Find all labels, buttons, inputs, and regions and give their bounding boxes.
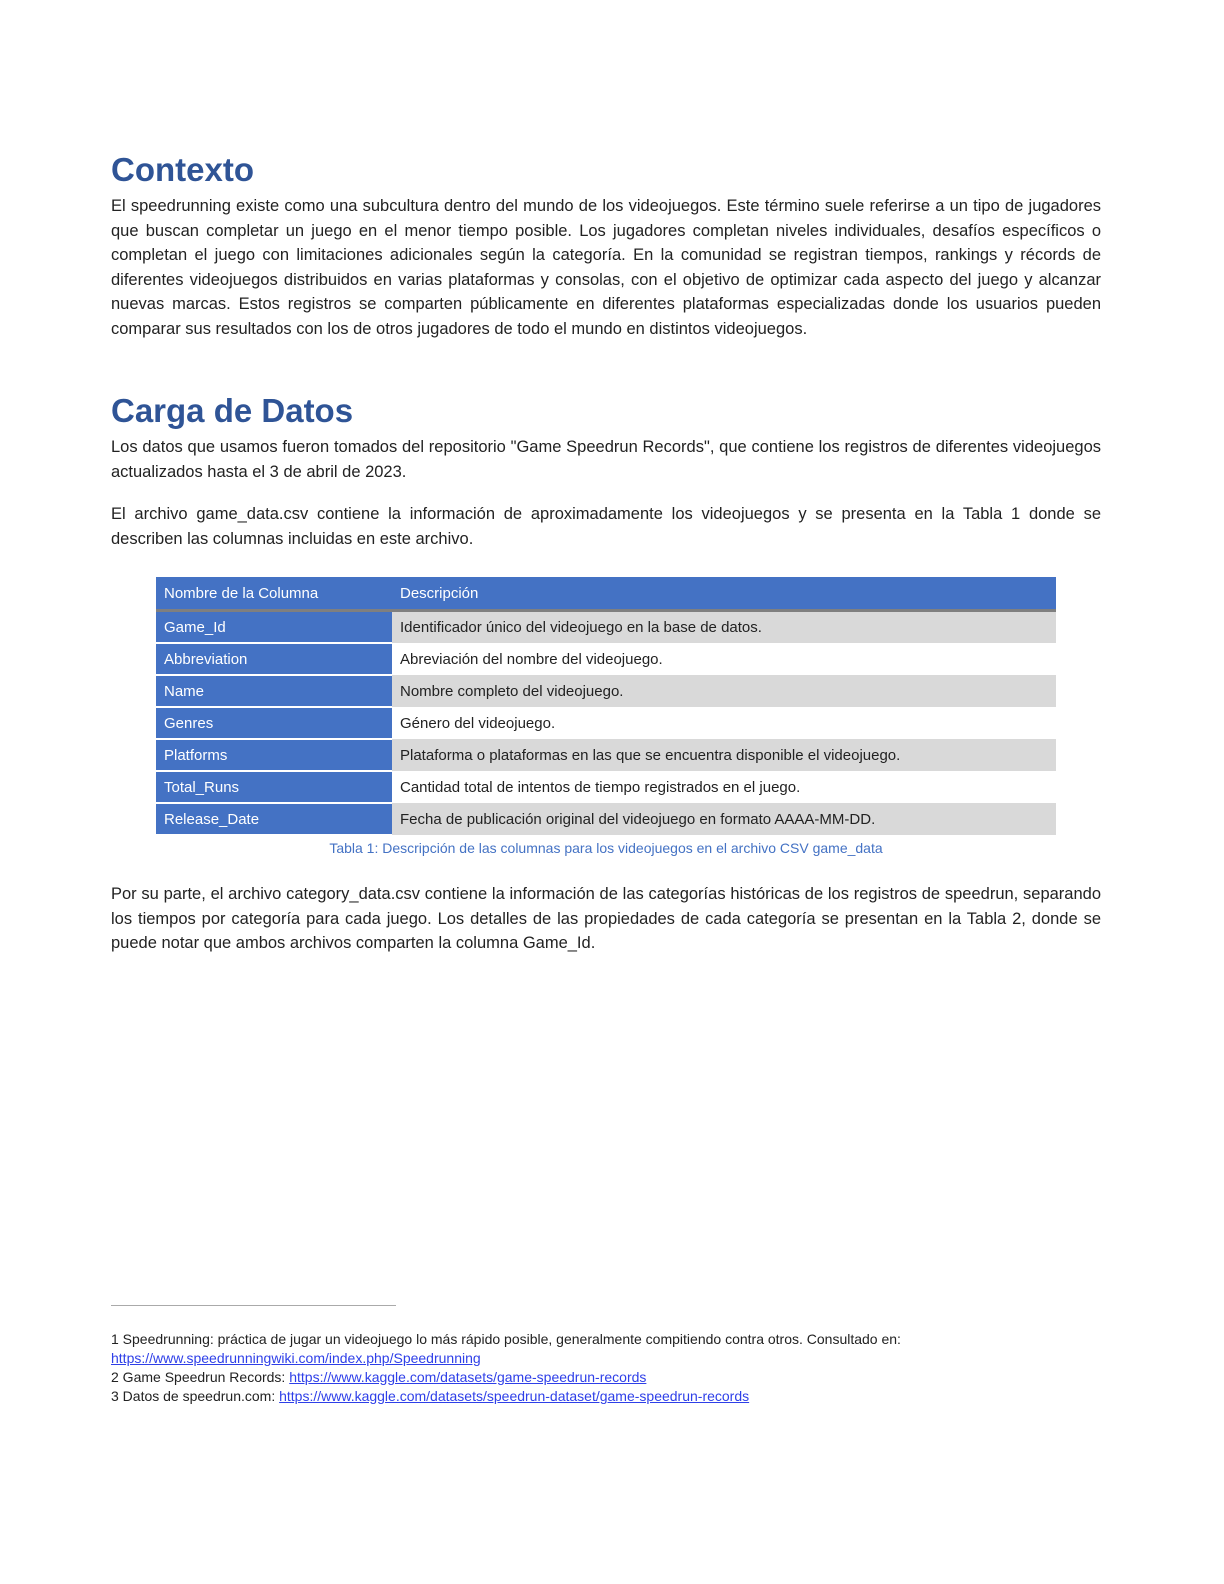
- contexto-paragraph: El speedrunning existe como una subcultura dentro del mundo de los videojuegos. Este término suele referirse a un tipo de jugadores que buscan completar un juego en el menor tiempo posible. Los jugadores completan niveles individuales, desafíos específicos o completan el juego con limitaciones adicionales según la categoría. En la comunidad se registran tiempos, rankings y récords de diferentes videojuegos distribuidos en varias plataformas y consolas, con el objetivo de optimizar cada aspecto del juego y alcanzar nuevas marcas. Estos registros se comparten públicamente en diferentes plataformas especializadas donde los usuarios pueden comparar sus resultados con los de otros jugadores de todo el mundo en distintos videojuegos.: [111, 197, 1101, 338]
- carga-paragraph-2: El archivo game_data.csv contiene la información de aproximadamente los videojuegos y se presenta en la Tabla 1 donde se describen las columnas incluidas en este archivo.: [111, 505, 1101, 548]
- footnote-1: [111, 1330, 1101, 1368]
- column-name: Abbreviation: [156, 643, 392, 675]
- column-name: Name: [156, 675, 392, 707]
- column-name: Game_Id: [156, 611, 392, 644]
- columns-table: [156, 577, 1056, 836]
- after-table-paragraph: Por su parte, el archivo category_data.csv contiene la información de las categorías históricas de los registros de speedrun, separando los tiempos por categoría para cada juego. Los detalles de las propiedades de cada categoría se presentan en la Tabla 2, donde se puede notar que ambos archivos comparten la columna Game_Id.: [111, 885, 1101, 952]
- column-description: Fecha de publicación original del videojuego en formato AAAA-MM-DD.: [392, 803, 1056, 835]
- footnote-link[interactable]: https://www.kaggle.com/datasets/game-speedrun-records: [289, 1369, 647, 1385]
- column-description: Identificador único del videojuego en la base de datos.: [392, 611, 1056, 644]
- footnote-link[interactable]: https://www.kaggle.com/datasets/speedrun-dataset/game-speedrun-records: [279, 1388, 750, 1404]
- footnote-link[interactable]: https://www.speedrunningwiki.com/index.php/Speedrunning: [111, 1350, 481, 1366]
- table-header-description: Descripción: [392, 577, 1056, 611]
- section-title-carga-de-datos: Carga de Datos: [111, 392, 354, 429]
- column-description: Género del videojuego.: [392, 707, 1056, 739]
- column-description: Abreviación del nombre del videojuego.: [392, 643, 1056, 675]
- table-row: [156, 803, 1056, 835]
- footnote-text: 1 Speedrunning: práctica de jugar un videojuego lo más rápido posible, generalmente compitiendo contra otros. Consultado en:: [111, 1331, 901, 1347]
- column-name: Platforms: [156, 739, 392, 771]
- footnote-text: 3 Datos de speedrun.com:: [111, 1388, 280, 1404]
- footnote-2: [111, 1368, 1101, 1387]
- column-name: Genres: [156, 707, 392, 739]
- table-row: [156, 771, 1056, 803]
- table-row: [156, 611, 1056, 644]
- footnotes: [111, 1305, 1101, 1406]
- column-description: Nombre completo del videojuego.: [392, 675, 1056, 707]
- table-row: [156, 675, 1056, 707]
- footnote-3: [111, 1387, 1101, 1406]
- table-row: [156, 739, 1056, 771]
- column-description: Cantidad total de intentos de tiempo registrados en el juego.: [392, 771, 1056, 803]
- document-body: [111, 150, 1101, 956]
- column-description: Plataforma o plataformas en las que se encuentra disponible el videojuego.: [392, 739, 1056, 771]
- column-name: Total_Runs: [156, 771, 392, 803]
- table-caption: Tabla 1: Descripción de las columnas para los videojuegos en el archivo CSV game_data: [329, 840, 883, 856]
- footnote-text: 2 Game Speedrun Records:: [111, 1369, 290, 1385]
- table-row: [156, 707, 1056, 739]
- column-name: Release_Date: [156, 803, 392, 835]
- table-row: [156, 643, 1056, 675]
- section-title-contexto: Contexto: [111, 151, 254, 188]
- carga-paragraph-1: Los datos que usamos fueron tomados del repositorio "Game Speedrun Records", que contiene los registros de diferentes videojuegos actualizados hasta el 3 de abril de 2023.: [111, 438, 1101, 481]
- table-header-name: Nombre de la Columna: [156, 577, 392, 611]
- footnote-divider: [111, 1305, 396, 1306]
